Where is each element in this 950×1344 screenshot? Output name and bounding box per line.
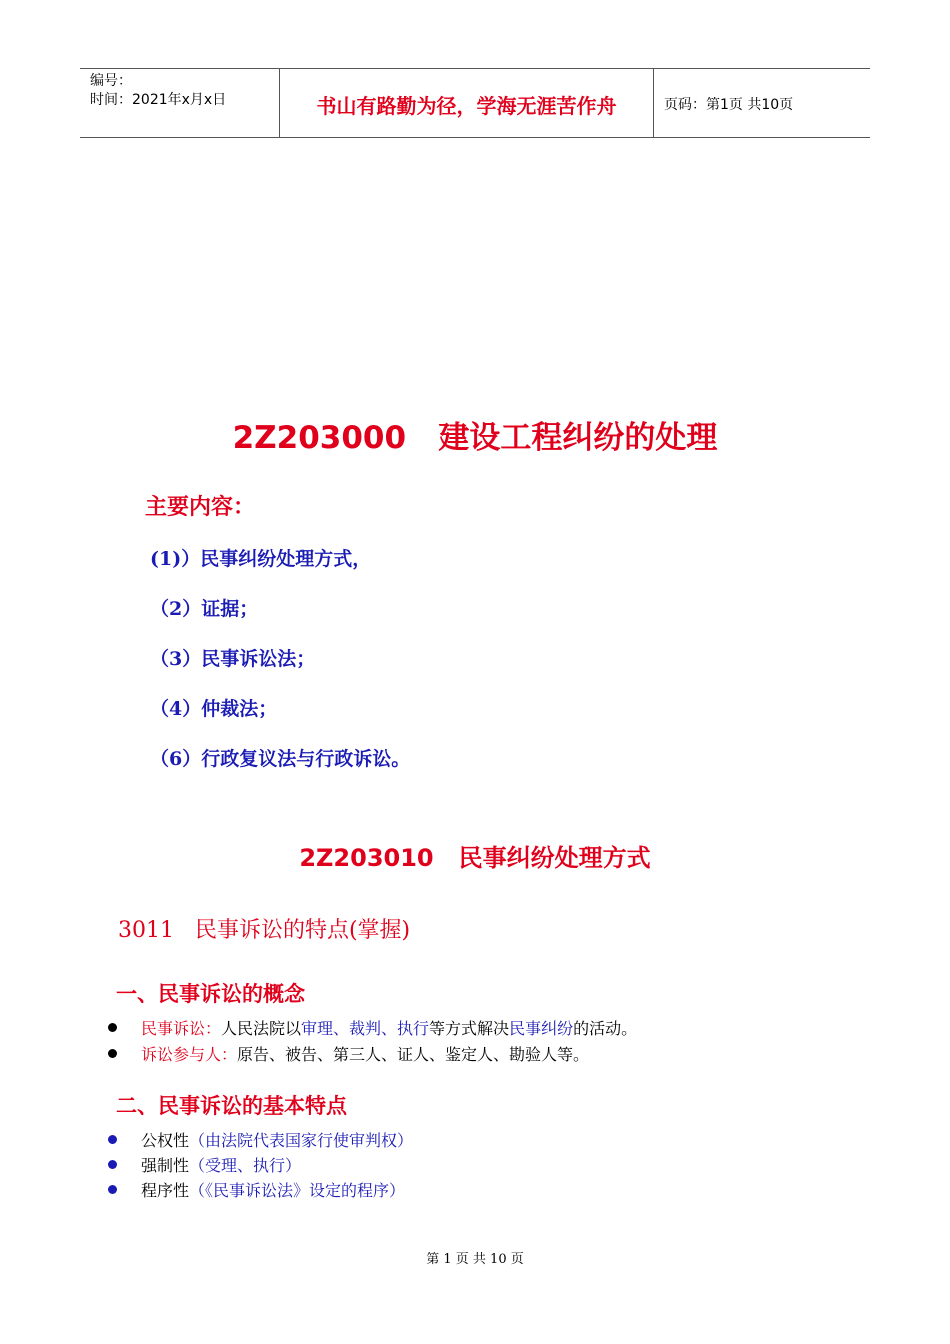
content-item: （6）行政复议法与行政诉讼。	[150, 748, 411, 770]
header-number: 编号：	[90, 73, 132, 89]
bullet-text: 原告、被告、第三人、证人、鉴定人、勘验人等。	[237, 1045, 590, 1064]
bullet-highlight: 民事纠纷	[509, 1019, 574, 1038]
header-date: 时间：2021年x月x日	[90, 92, 227, 108]
document-title: 2Z203000 建设工程纠纷的处理	[232, 420, 718, 456]
heading-concept: 一、民事诉讼的概念	[116, 981, 305, 1006]
content-item: （4）仲裁法；	[150, 698, 278, 720]
bullet-dot-icon	[108, 1160, 117, 1169]
bullet-item	[108, 1042, 589, 1065]
bullet-item	[108, 1128, 413, 1151]
bullet-dot-icon	[108, 1049, 117, 1058]
section-code: 3011 民事诉讼的特点(掌握)	[118, 918, 411, 943]
bullet-item	[108, 1016, 637, 1039]
heading-features: 二、民事诉讼的基本特点	[116, 1093, 347, 1118]
header-table	[80, 68, 870, 138]
bullet-highlight: 审理、裁判、执行	[301, 1019, 430, 1038]
bullet-dot-icon	[108, 1185, 117, 1194]
content-item: （2）证据；	[150, 598, 259, 620]
bullet-term: 诉讼参与人：	[141, 1045, 238, 1064]
bullet-text: 等方式解决	[429, 1019, 510, 1038]
page-footer: 第 1 页 共 10 页	[426, 1252, 524, 1267]
main-content-label: 主要内容：	[145, 494, 256, 520]
header-meta	[80, 69, 280, 137]
bullet-text: 人民法院以	[221, 1019, 302, 1038]
bullet-text: 的活动。	[573, 1019, 638, 1038]
section-title: 2Z203010 民事纠纷处理方式	[299, 844, 651, 872]
feature-name: 强制性	[141, 1156, 190, 1175]
header-motto: 书山有路勤为径，学海无涯苦作舟	[280, 69, 654, 137]
feature-note: （《民事诉讼法》设定的程序）	[189, 1181, 406, 1200]
bullet-item	[108, 1153, 301, 1176]
bullet-dot-icon	[108, 1023, 117, 1032]
content-item: (1)）民事纠纷处理方式，	[150, 548, 372, 570]
feature-note: （受理、执行）	[189, 1156, 302, 1175]
feature-note: （由法院代表国家行使审判权）	[189, 1131, 414, 1150]
bullet-item	[108, 1178, 405, 1201]
feature-name: 公权性	[141, 1131, 190, 1150]
bullet-dot-icon	[108, 1135, 117, 1144]
feature-name: 程序性	[141, 1181, 190, 1200]
header-page-info: 页码：第1页 共10页	[664, 97, 794, 113]
bullet-term: 民事诉讼：	[141, 1019, 222, 1038]
content-item: （3）民事诉讼法；	[150, 648, 316, 670]
